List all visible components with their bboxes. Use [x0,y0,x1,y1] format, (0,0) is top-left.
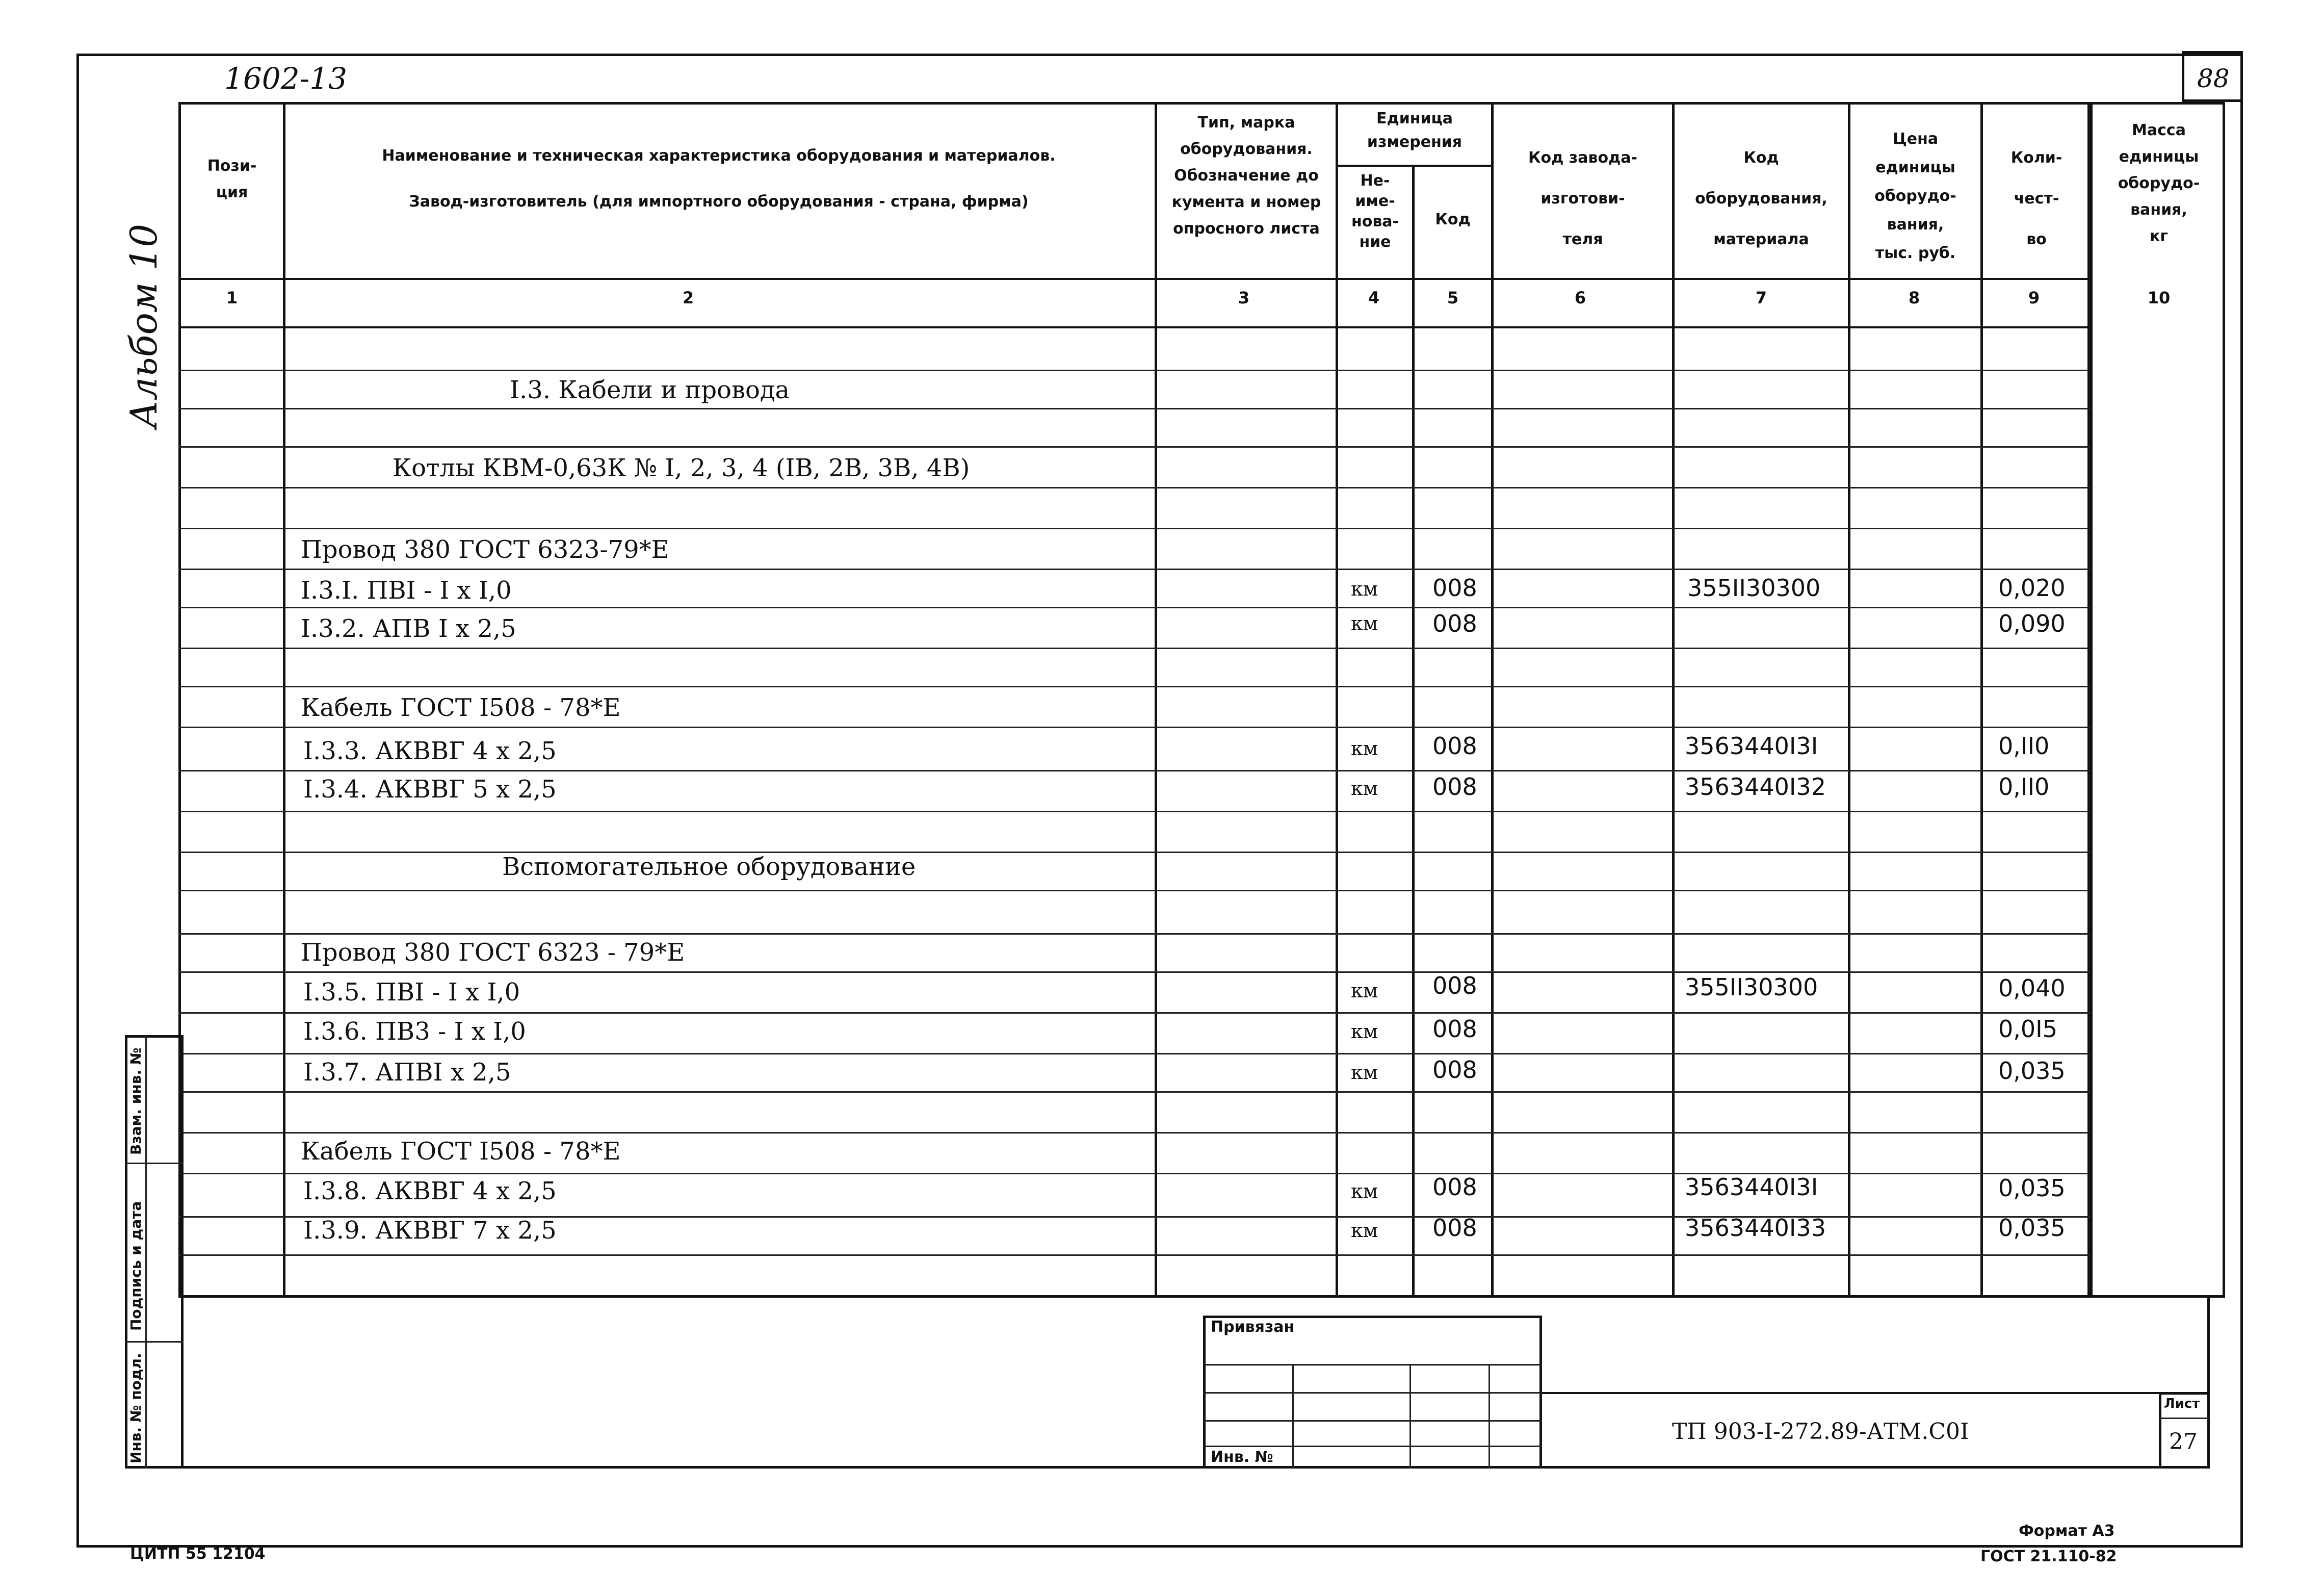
group-wire-1: Провод 380 ГОСТ 6323-79*Е [301,535,669,564]
row-qty: 0,II0 [1998,732,2050,760]
header-col-type: Тип, марка оборудования. Обозначение до кумента и номер опросного листа [1171,114,1321,238]
row-qty: 0,II0 [1998,773,2050,801]
colnum-9: 9 [2028,288,2040,307]
side-inv-podl: Инв. № подл. [127,1353,144,1463]
row-qty: 0,035 [1998,1057,2066,1085]
row-equip-code: 3563440I32 [1685,773,1826,801]
colnum-3: 3 [1238,288,1250,307]
row-name: I.3.9. АКВВГ 7 x 2,5 [303,1216,557,1245]
footer-gost: ГОСТ 21.110-82 [1980,1548,2117,1565]
row-name: I.3.3. АКВВГ 4 x 2,5 [303,737,557,765]
handwritten-page-mark: 88 [2197,64,2230,93]
row-unit: км [1351,980,1378,1002]
row-qty: 0,035 [1998,1174,2066,1202]
sheet-label: Лист [2164,1396,2200,1411]
handwritten-album: Альбом 10 [122,223,165,428]
subsection-boilers: Котлы КВМ-0,63К № I, 2, 3, 4 (IВ, 2В, 3В, 4В) [393,454,970,482]
header-col-position: Пози- ция [207,157,257,201]
group-wire-2: Провод 380 ГОСТ 6323 - 79*Е [301,938,685,967]
row-equip-code: 3563440I33 [1685,1214,1826,1242]
row-unit-code: 008 [1432,773,1477,801]
row-name: I.3.5. ПВI - I x I,0 [303,978,520,1007]
colnum-1: 1 [226,288,238,307]
row-equip-code: 3563440I3I [1685,1173,1818,1201]
row-equip-code: 355II30300 [1685,973,1818,1001]
header-col-plant-code: Код завода- изготови- теля [1528,149,1637,248]
colnum-7: 7 [1755,288,1767,307]
row-equip-code: 355II30300 [1687,574,1821,602]
bound-label: Привязан [1211,1318,1295,1336]
inv-label: Инв. № [1211,1448,1273,1466]
row-equip-code: 3563440I3I [1685,732,1818,760]
side-vzam: Взам. инв. № [127,1047,144,1155]
row-unit-code: 008 [1432,1214,1477,1242]
row-qty: 0,0I5 [1998,1015,2057,1043]
header-col-equip-code: Код оборудования, материала [1695,149,1827,248]
row-qty: 0,040 [1998,974,2066,1002]
row-qty: 0,090 [1998,610,2066,637]
header-col-mass: Масса единицы оборудо- вания, кг [2118,121,2200,245]
header-col-unit-group: Единица измерения [1367,110,1463,151]
header-col-price: Цена единицы оборудо- вания, тыс. руб. [1874,130,1956,262]
colnum-8: 8 [1908,288,1920,307]
colnum-4: 4 [1368,288,1380,307]
footer-left: ЦИТП 55 12104 [130,1545,266,1563]
row-unit: км [1351,1061,1378,1084]
sheet-number: 27 [2169,1429,2198,1455]
section-title: I.3. Кабели и провода [510,376,790,404]
header-col-unit-code: Код [1435,211,1471,228]
row-name: I.3.6. ПВ3 - I x I,0 [303,1017,526,1046]
row-unit: км [1351,578,1378,600]
group-cable-2: Кабель ГОСТ I508 - 78*Е [301,1137,621,1166]
subsection-auxiliary: Вспомогательное оборудование [502,853,916,881]
row-unit: км [1351,777,1378,800]
row-unit-code: 008 [1432,1056,1477,1084]
colnum-6: 6 [1574,288,1586,307]
row-unit-code: 008 [1432,574,1477,602]
group-cable-1: Кабель ГОСТ I508 - 78*Е [301,693,621,722]
row-unit: км [1351,1219,1378,1242]
doc-number: ТП 903-I-272.89-АТМ.С0I [1672,1419,1969,1445]
row-unit-code: 008 [1432,1173,1477,1201]
row-unit-code: 008 [1432,972,1477,999]
side-podpis: Подпись и дата [127,1201,144,1331]
header-col-name-2: Завод-изготовитель (для импортного оборудования - страна, фирма) [409,193,1029,211]
colnum-5: 5 [1447,288,1459,307]
row-unit-code: 008 [1432,1015,1477,1043]
row-unit: км [1351,1180,1378,1202]
colnum-10: 10 [2147,288,2171,307]
row-name: I.3.4. АКВВГ 5 x 2,5 [303,775,557,804]
header-col-qty: Коли- чест- во [2010,149,2062,248]
row-name: I.3.I. ПВI - I x I,0 [301,576,512,605]
row-qty: 0,020 [1998,574,2066,602]
row-unit-code: 008 [1432,610,1477,637]
row-unit-code: 008 [1432,732,1477,760]
mass-column-frame [2090,102,2225,1298]
row-qty: 0,035 [1998,1214,2066,1242]
header-col-unit-name: Не- име- нова- ние [1351,172,1399,251]
footer-format: Формат А3 [2019,1522,2115,1540]
row-unit: км [1351,1020,1378,1043]
row-name: I.3.8. АКВВГ 4 x 2,5 [303,1177,557,1205]
row-name: I.3.7. АПВI x 2,5 [303,1058,511,1087]
row-name: I.3.2. АПВ I x 2,5 [301,614,516,643]
row-unit: км [1351,612,1378,635]
page-mark-box [2182,51,2243,102]
colnum-2: 2 [682,288,694,307]
row-unit: км [1351,737,1378,760]
handwritten-doc-code: 1602-13 [224,61,348,96]
header-col-name-1: Наименование и техническая характеристика оборудования и материалов. [382,147,1056,165]
